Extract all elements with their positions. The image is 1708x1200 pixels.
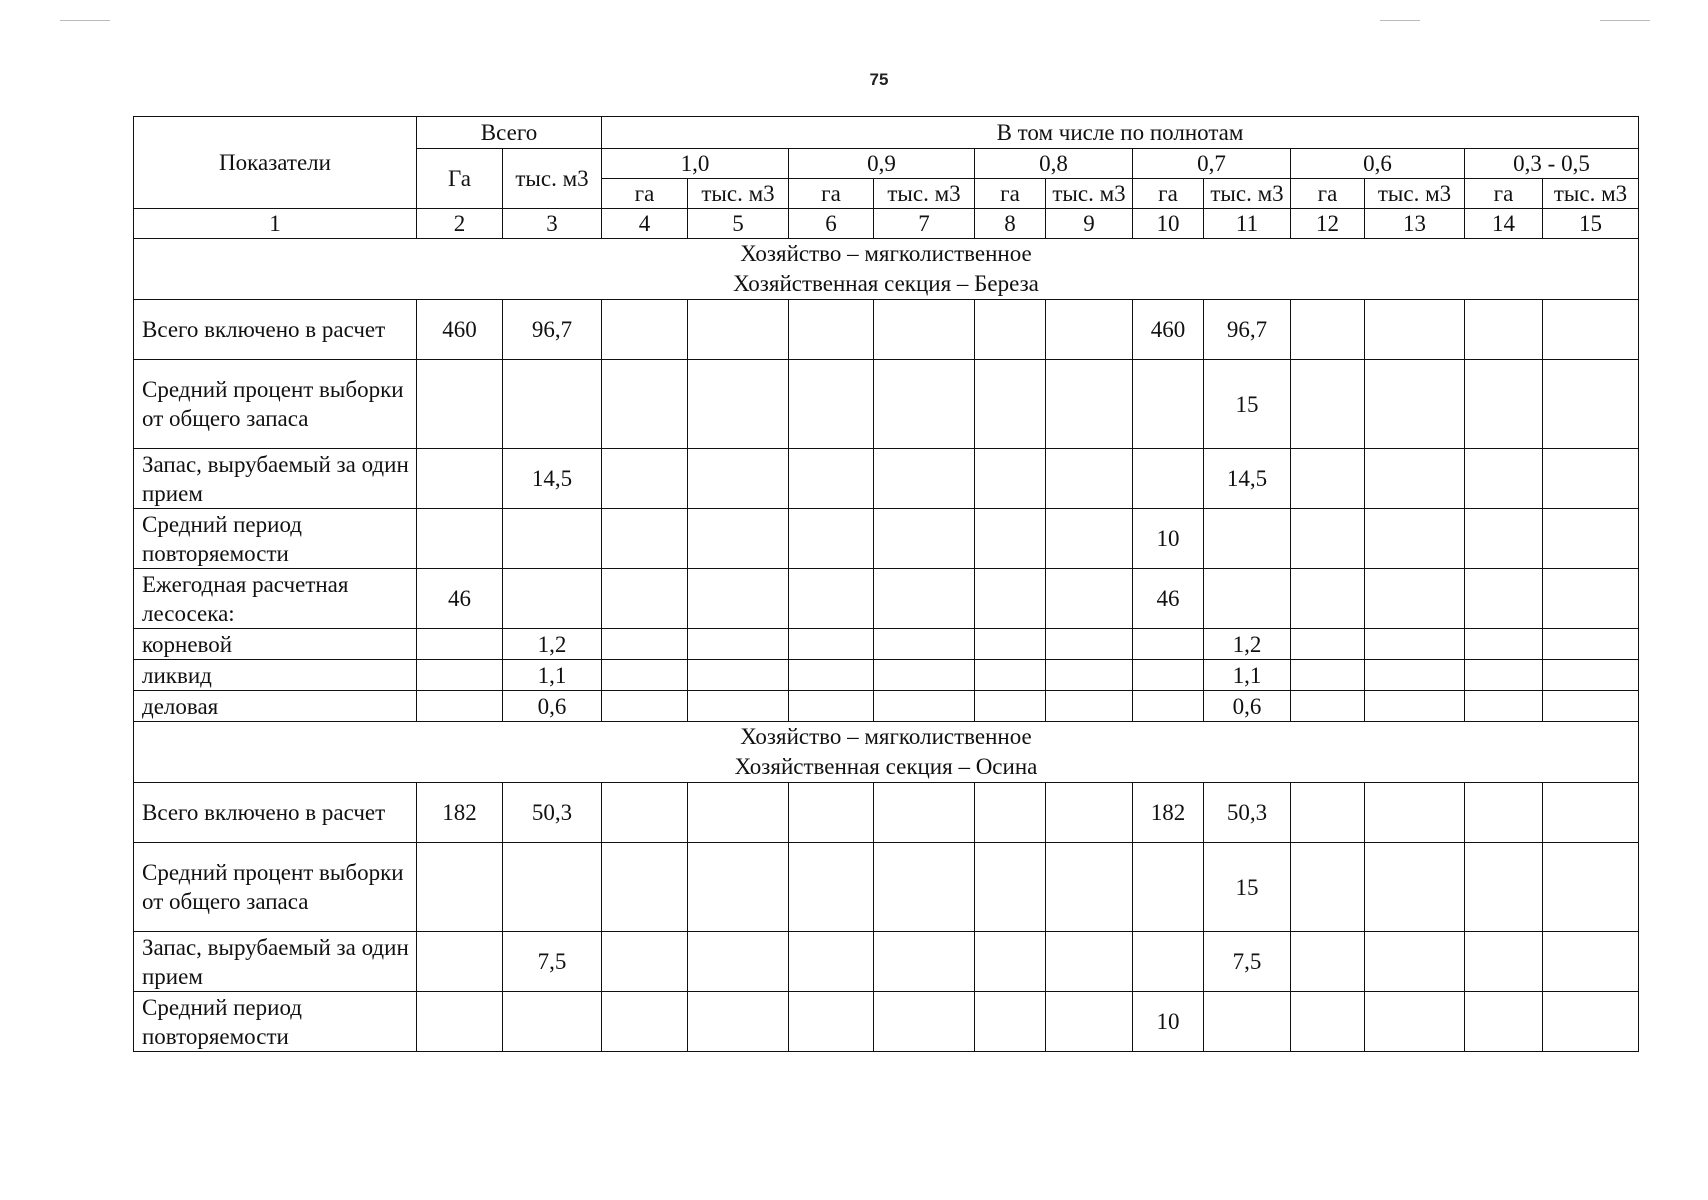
forest-calculation-table (133, 116, 1639, 1052)
table-cell (975, 783, 1046, 843)
table-cell (1465, 660, 1543, 691)
column-number: 8 (975, 209, 1046, 239)
table-cell (1046, 509, 1133, 569)
table-cell (1365, 449, 1465, 509)
table-cell (1046, 629, 1133, 660)
table-cell (789, 300, 874, 360)
table-cell (602, 691, 688, 722)
table-row (134, 629, 1639, 660)
table-cell: 96,7 (1204, 300, 1291, 360)
header-density: 0,3 - 0,5 (1465, 149, 1639, 179)
table-cell: 14,5 (503, 449, 602, 509)
scan-artifact (60, 20, 110, 21)
table-cell (688, 569, 789, 629)
table-cell (1543, 783, 1639, 843)
table-cell (1465, 449, 1543, 509)
header-sub-volume: тыс. м3 (1046, 179, 1133, 209)
column-number: 5 (688, 209, 789, 239)
table-cell (1365, 691, 1465, 722)
table-row (134, 843, 1639, 932)
row-label: Всего включено в расчет (134, 783, 417, 843)
table-cell (1291, 843, 1365, 932)
table-cell (1046, 449, 1133, 509)
table-cell (975, 300, 1046, 360)
table-cell (1543, 629, 1639, 660)
table-row (134, 691, 1639, 722)
scan-artifact (1600, 20, 1650, 21)
table-cell (789, 691, 874, 722)
table-cell (1204, 569, 1291, 629)
table-cell (417, 509, 503, 569)
table-cell (1046, 300, 1133, 360)
table-cell: 1,2 (503, 629, 602, 660)
table-cell (874, 360, 975, 449)
row-label: Средний период повторяемости (134, 509, 417, 569)
table-cell (503, 509, 602, 569)
table-cell (602, 660, 688, 691)
header-sub-ha: га (789, 179, 874, 209)
table-row (134, 449, 1639, 509)
column-number: 14 (1465, 209, 1543, 239)
table-cell (975, 843, 1046, 932)
row-label: Средний период повторяемости (134, 992, 417, 1052)
table-cell (1046, 569, 1133, 629)
table-cell: 15 (1204, 843, 1291, 932)
table-cell (1204, 509, 1291, 569)
farm-title: Хозяйство – мягколиственное (740, 241, 1032, 266)
table-cell (1046, 843, 1133, 932)
header-sub-ha: га (602, 179, 688, 209)
header-sub-volume: тыс. м3 (1365, 179, 1465, 209)
table-row (134, 932, 1639, 992)
table-cell (1133, 629, 1204, 660)
section-title: Хозяйственная секция – Осина (734, 754, 1038, 779)
table-cell (789, 932, 874, 992)
table-cell (1291, 660, 1365, 691)
table-cell (602, 629, 688, 660)
table-cell (789, 569, 874, 629)
table-cell: 50,3 (503, 783, 602, 843)
header-sub-ha: га (1133, 179, 1204, 209)
column-number: 4 (602, 209, 688, 239)
table-cell: 14,5 (1204, 449, 1291, 509)
table-cell (602, 509, 688, 569)
table-cell (1465, 932, 1543, 992)
table-cell (1046, 660, 1133, 691)
column-number: 1 (134, 209, 417, 239)
table-cell (688, 629, 789, 660)
table-row (134, 300, 1639, 360)
table-cell: 7,5 (503, 932, 602, 992)
header-sub-volume: тыс. м3 (874, 179, 975, 209)
table-cell (602, 992, 688, 1052)
table-cell (417, 932, 503, 992)
table-cell (1291, 691, 1365, 722)
table-cell (1365, 569, 1465, 629)
table-cell: 0,6 (503, 691, 602, 722)
table-cell (789, 783, 874, 843)
table-cell (1465, 691, 1543, 722)
table-cell (1291, 449, 1365, 509)
row-label: Запас, вырубаемый за один прием (134, 449, 417, 509)
table-cell (602, 569, 688, 629)
table-cell (417, 449, 503, 509)
table-cell (1365, 629, 1465, 660)
table-cell (1046, 360, 1133, 449)
table-cell: 96,7 (503, 300, 602, 360)
table-cell (789, 629, 874, 660)
table-cell: 15 (1204, 360, 1291, 449)
row-label: Ежегодная расчетная лесосека: (134, 569, 417, 629)
row-label: деловая (134, 691, 417, 722)
table-cell (1291, 360, 1365, 449)
table-cell (975, 509, 1046, 569)
table-cell (789, 449, 874, 509)
table-cell (602, 300, 688, 360)
table-cell: 10 (1133, 509, 1204, 569)
table-row (134, 660, 1639, 691)
header-density: 0,9 (789, 149, 975, 179)
row-label: Средний процент выборки от общего запаса (134, 360, 417, 449)
table-cell (417, 629, 503, 660)
table-cell (1365, 932, 1465, 992)
table-cell (1046, 783, 1133, 843)
table-cell (789, 360, 874, 449)
table-cell (688, 843, 789, 932)
header-sub-ha: га (1465, 179, 1543, 209)
column-number: 2 (417, 209, 503, 239)
table-cell (789, 660, 874, 691)
header-indicator: Показатели (134, 117, 417, 209)
table-cell (602, 449, 688, 509)
table-cell (1291, 300, 1365, 360)
header-sub-volume: тыс. м3 (1543, 179, 1639, 209)
table-cell (688, 992, 789, 1052)
table-cell (1543, 569, 1639, 629)
table-cell (874, 629, 975, 660)
table-cell (602, 843, 688, 932)
table-cell (789, 843, 874, 932)
header-density: 1,0 (602, 149, 789, 179)
table-cell (1291, 992, 1365, 1052)
table-cell (975, 992, 1046, 1052)
table-cell (1133, 691, 1204, 722)
table-cell (1465, 843, 1543, 932)
table-cell (1543, 992, 1639, 1052)
column-number: 9 (1046, 209, 1133, 239)
table-cell (688, 449, 789, 509)
column-number: 3 (503, 209, 602, 239)
column-number: 11 (1204, 209, 1291, 239)
table-cell (1543, 449, 1639, 509)
table-cell: 7,5 (1204, 932, 1291, 992)
row-label: Запас, вырубаемый за один прием (134, 932, 417, 992)
table-cell: 46 (1133, 569, 1204, 629)
header-total-ha: Га (417, 149, 503, 209)
table-cell: 460 (1133, 300, 1204, 360)
table-cell (874, 449, 975, 509)
table-cell (1465, 300, 1543, 360)
table-cell (874, 660, 975, 691)
table-cell (975, 932, 1046, 992)
row-label: Всего включено в расчет (134, 300, 417, 360)
table-cell (1365, 992, 1465, 1052)
header-density: 0,6 (1291, 149, 1465, 179)
table-cell (1046, 691, 1133, 722)
column-number: 6 (789, 209, 874, 239)
header-density: 0,8 (975, 149, 1133, 179)
header-sub-volume: тыс. м3 (688, 179, 789, 209)
table-cell: 46 (417, 569, 503, 629)
table-cell (975, 449, 1046, 509)
table-cell (975, 660, 1046, 691)
table-cell (602, 360, 688, 449)
table-cell (1046, 992, 1133, 1052)
table-cell (602, 932, 688, 992)
table-cell (503, 843, 602, 932)
table-cell (1046, 932, 1133, 992)
column-number: 15 (1543, 209, 1639, 239)
table-cell (503, 569, 602, 629)
table-cell (874, 569, 975, 629)
table-cell: 1,1 (503, 660, 602, 691)
table-cell: 182 (417, 783, 503, 843)
table-cell (975, 569, 1046, 629)
table-cell (1543, 691, 1639, 722)
table-cell (1543, 509, 1639, 569)
header-sub-ha: га (1291, 179, 1365, 209)
table-cell (1291, 569, 1365, 629)
row-label: корневой (134, 629, 417, 660)
table-cell (1465, 569, 1543, 629)
table-cell (874, 843, 975, 932)
header-total-volume: тыс. м3 (503, 149, 602, 209)
header-sub-ha: га (975, 179, 1046, 209)
table-cell (975, 691, 1046, 722)
page-number: 75 (869, 70, 889, 89)
table-cell (975, 360, 1046, 449)
table-cell (417, 360, 503, 449)
table-cell (789, 509, 874, 569)
table-cell (1133, 932, 1204, 992)
table-cell (874, 783, 975, 843)
table-cell (1291, 509, 1365, 569)
table-cell (789, 992, 874, 1052)
table-row (134, 992, 1639, 1052)
column-number: 7 (874, 209, 975, 239)
table-cell (1543, 300, 1639, 360)
table-cell (1204, 992, 1291, 1052)
table-cell: 10 (1133, 992, 1204, 1052)
table-cell (417, 992, 503, 1052)
table-cell: 1,1 (1204, 660, 1291, 691)
section-title: Хозяйственная секция – Береза (733, 271, 1039, 296)
table-cell (874, 691, 975, 722)
table-cell (688, 660, 789, 691)
table-row (134, 360, 1639, 449)
table-cell (1543, 360, 1639, 449)
table-cell (874, 300, 975, 360)
table-cell (874, 932, 975, 992)
table-cell (1465, 783, 1543, 843)
table-cell: 1,2 (1204, 629, 1291, 660)
table-cell (688, 783, 789, 843)
table-cell (1291, 629, 1365, 660)
table-cell (1291, 783, 1365, 843)
table-row (134, 569, 1639, 629)
table-cell (874, 992, 975, 1052)
table-cell (1465, 992, 1543, 1052)
table-cell (688, 360, 789, 449)
scan-artifact (1380, 20, 1420, 21)
table-cell (1465, 509, 1543, 569)
section-header (134, 722, 1639, 783)
table-row (134, 783, 1639, 843)
table-cell (688, 691, 789, 722)
table-cell (1465, 360, 1543, 449)
table-cell (1133, 660, 1204, 691)
table-cell: 50,3 (1204, 783, 1291, 843)
table-cell: 460 (417, 300, 503, 360)
table-cell (1543, 843, 1639, 932)
header-total: Всего (417, 117, 602, 149)
column-number: 10 (1133, 209, 1204, 239)
table-cell (417, 691, 503, 722)
table-cell (1365, 783, 1465, 843)
section-header (134, 239, 1639, 300)
row-label: Средний процент выборки от общего запаса (134, 843, 417, 932)
table-cell (1365, 509, 1465, 569)
table-cell (874, 509, 975, 569)
table-cell (1365, 360, 1465, 449)
header-density: 0,7 (1133, 149, 1291, 179)
table-cell (503, 992, 602, 1052)
table-cell (1365, 660, 1465, 691)
table-cell (688, 932, 789, 992)
column-number: 13 (1365, 209, 1465, 239)
table-cell (417, 843, 503, 932)
table-cell (1133, 843, 1204, 932)
table-cell (688, 509, 789, 569)
table-cell (503, 360, 602, 449)
header-density-group: В том числе по полнотам (602, 117, 1639, 149)
table-cell: 182 (1133, 783, 1204, 843)
table-cell (602, 783, 688, 843)
table-cell (1543, 660, 1639, 691)
table-cell (1133, 360, 1204, 449)
table-row (134, 509, 1639, 569)
farm-title: Хозяйство – мягколиственное (740, 724, 1032, 749)
table-cell (417, 660, 503, 691)
table-cell (1543, 932, 1639, 992)
table-cell (688, 300, 789, 360)
table-cell (975, 629, 1046, 660)
table-cell (1465, 629, 1543, 660)
table-cell (1291, 932, 1365, 992)
column-number: 12 (1291, 209, 1365, 239)
header-sub-volume: тыс. м3 (1204, 179, 1291, 209)
table-cell (1365, 300, 1465, 360)
row-label: ликвид (134, 660, 417, 691)
table-cell (1365, 843, 1465, 932)
table-cell (1133, 449, 1204, 509)
table-cell: 0,6 (1204, 691, 1291, 722)
